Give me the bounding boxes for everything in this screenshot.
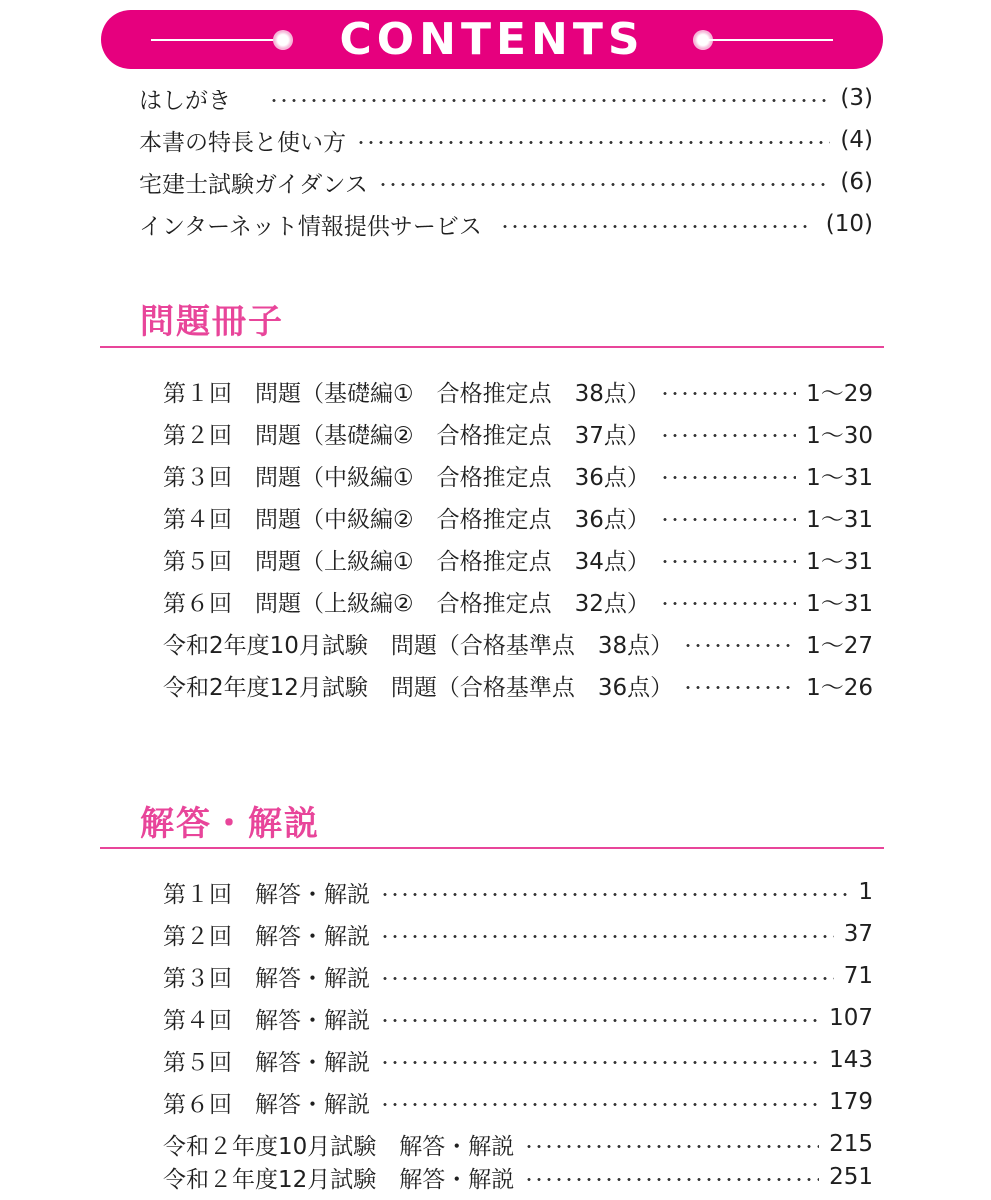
leader-dots bbox=[660, 518, 796, 521]
toc-entry-page: 179 bbox=[829, 1089, 873, 1115]
leader-dots bbox=[380, 1103, 819, 1106]
toc-entry-label: 令和２年度10月試験 解答・解説 bbox=[163, 1133, 515, 1160]
toc-entry-answer-5[interactable] bbox=[163, 1043, 873, 1077]
toc-entry-problem-r2-dec[interactable] bbox=[163, 668, 873, 702]
toc-entry-internet-service[interactable] bbox=[139, 207, 873, 241]
toc-entry-problem-3[interactable] bbox=[163, 458, 873, 492]
leader-dots bbox=[683, 686, 796, 689]
toc-entry-label: 第４回 問題（中級編② 合格推定点 36点） bbox=[163, 506, 650, 533]
toc-entry-page: 1～31 bbox=[806, 464, 873, 491]
toc-entry-page: 1～27 bbox=[806, 632, 873, 659]
section-title-answers: 解答・解説 bbox=[140, 804, 320, 844]
leader-dots bbox=[380, 893, 848, 896]
toc-entry-page: 107 bbox=[829, 1005, 873, 1031]
toc-entry-label: 第３回 解答・解説 bbox=[163, 965, 370, 992]
leader-dots bbox=[380, 1061, 819, 1064]
toc-entry-label: 第２回 解答・解説 bbox=[163, 923, 370, 950]
toc-entry-problem-r2-oct[interactable] bbox=[163, 626, 873, 660]
toc-entry-page: 1～31 bbox=[806, 590, 873, 617]
leader-dots bbox=[683, 644, 796, 647]
toc-entry-label: 第１回 解答・解説 bbox=[163, 881, 370, 908]
toc-entry-page: 1 bbox=[858, 879, 873, 905]
toc-entry-label: 第２回 問題（基礎編② 合格推定点 37点） bbox=[163, 422, 650, 449]
leader-dots bbox=[269, 99, 830, 102]
toc-entry-page: 251 bbox=[829, 1164, 873, 1190]
toc-entry-page: (10) bbox=[825, 211, 873, 237]
toc-entry-label: 第４回 解答・解説 bbox=[163, 1007, 370, 1034]
leader-dots bbox=[660, 560, 796, 563]
toc-entry-label: 第６回 問題（上級編② 合格推定点 32点） bbox=[163, 590, 650, 617]
toc-entry-answer-1[interactable] bbox=[163, 875, 873, 909]
toc-entry-label: はしがき bbox=[139, 87, 231, 114]
toc-entry-answer-3[interactable] bbox=[163, 959, 873, 993]
contents-title: CONTENTS bbox=[339, 14, 645, 65]
toc-entry-problem-2[interactable] bbox=[163, 416, 873, 450]
toc-entry-label: 令和２年度12月試験 解答・解説 bbox=[163, 1166, 515, 1193]
section-rule-problems bbox=[100, 346, 884, 348]
banner-line-right bbox=[701, 39, 833, 41]
toc-entry-label: 本書の特長と使い方 bbox=[139, 129, 346, 156]
toc-entry-label: 令和2年度10月試験 問題（合格基準点 38点） bbox=[163, 632, 674, 659]
toc-entry-answer-6[interactable] bbox=[163, 1085, 873, 1119]
toc-entry-page: 71 bbox=[843, 963, 873, 989]
leader-dots bbox=[524, 1145, 819, 1148]
toc-entry-page: (4) bbox=[840, 127, 873, 153]
leader-dots bbox=[378, 183, 831, 186]
toc-entry-label: 第３回 問題（中級編① 合格推定点 36点） bbox=[163, 464, 650, 491]
toc-entry-label: 第６回 解答・解説 bbox=[163, 1091, 370, 1118]
leader-dots bbox=[380, 1019, 819, 1022]
section-rule-answers bbox=[100, 847, 884, 849]
leader-dots bbox=[660, 392, 796, 395]
toc-entry-label: 第５回 問題（上級編① 合格推定点 34点） bbox=[163, 548, 650, 575]
toc-entry-page: 1～31 bbox=[806, 506, 873, 533]
leader-dots bbox=[500, 225, 808, 228]
toc-entry-problem-6[interactable] bbox=[163, 584, 873, 618]
toc-entry-hashigaki[interactable] bbox=[139, 81, 873, 115]
toc-entry-label: 宅建士試験ガイダンス bbox=[139, 171, 368, 198]
toc-entry-page: 215 bbox=[829, 1131, 873, 1157]
toc-entry-label: インターネット情報提供サービス bbox=[139, 213, 482, 240]
toc-entry-label: 第５回 解答・解説 bbox=[163, 1049, 370, 1076]
toc-entry-page: (6) bbox=[840, 169, 873, 195]
toc-entry-problem-4[interactable] bbox=[163, 500, 873, 534]
toc-entry-page: 1～29 bbox=[806, 380, 873, 407]
toc-entry-page: (3) bbox=[840, 85, 873, 111]
toc-entry-page: 1～31 bbox=[806, 548, 873, 575]
leader-dots bbox=[524, 1178, 819, 1181]
toc-entry-answer-r2-dec[interactable] bbox=[163, 1160, 873, 1194]
leader-dots bbox=[380, 935, 834, 938]
toc-entry-page: 143 bbox=[829, 1047, 873, 1073]
toc-entry-page: 37 bbox=[843, 921, 873, 947]
section-title-problems: 問題冊子 bbox=[140, 302, 284, 342]
toc-entry-label: 令和2年度12月試験 問題（合格基準点 36点） bbox=[163, 674, 674, 701]
leader-dots bbox=[660, 434, 796, 437]
toc-entry-page: 1～26 bbox=[806, 674, 873, 701]
toc-entry-answer-4[interactable] bbox=[163, 1001, 873, 1035]
toc-entry-guidance[interactable] bbox=[139, 165, 873, 199]
toc-entry-problem-5[interactable] bbox=[163, 542, 873, 576]
contents-banner bbox=[101, 10, 883, 69]
leader-dots bbox=[356, 141, 830, 144]
toc-entry-features[interactable] bbox=[139, 123, 873, 157]
leader-dots bbox=[660, 602, 796, 605]
toc-entry-answer-r2-oct[interactable] bbox=[163, 1127, 873, 1161]
toc-entry-page: 1～30 bbox=[806, 422, 873, 449]
leader-dots bbox=[660, 476, 796, 479]
toc-entry-problem-1[interactable] bbox=[163, 374, 873, 408]
leader-dots bbox=[380, 977, 834, 980]
toc-entry-label: 第１回 問題（基礎編① 合格推定点 38点） bbox=[163, 380, 650, 407]
toc-entry-answer-2[interactable] bbox=[163, 917, 873, 951]
